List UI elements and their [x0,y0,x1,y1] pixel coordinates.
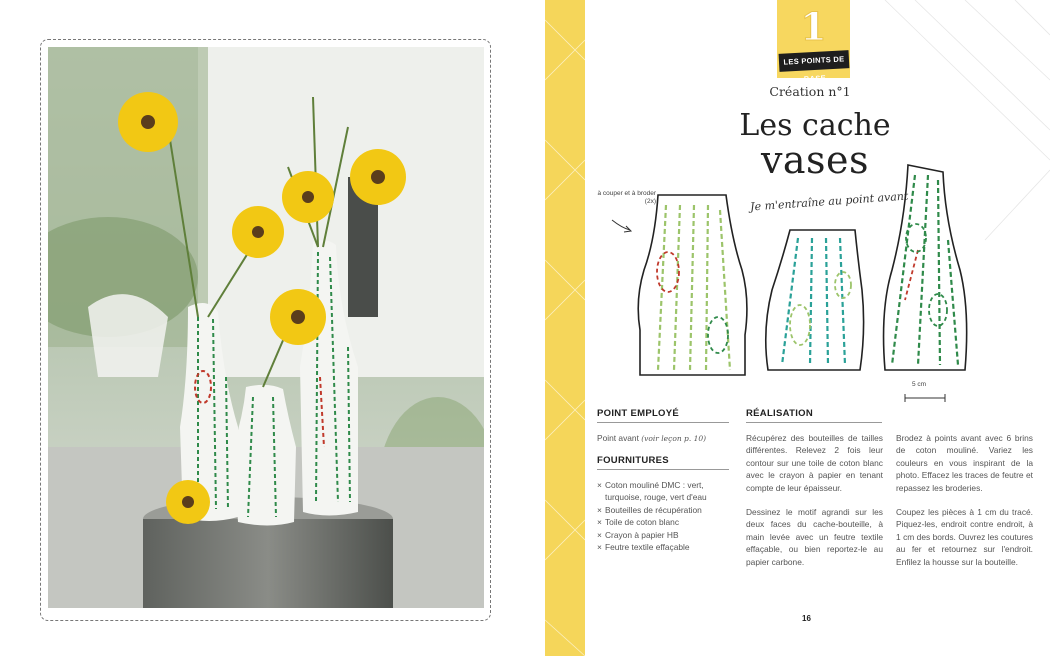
realisation-paragraph: Coupez les pièces à 1 cm du tracé. Piquez-les, endroit contre endroit, à 1 cm des bords. Ouvrez les coutures au fer et retournez sur l'endroit. Enfilez la housse sur la bouteille. [896,507,1033,567]
page-spine [545,0,585,656]
scale-label: 5 cm [912,381,927,388]
vases-photo [48,47,484,608]
list-item: × Coton mouliné DMC : vert, turquoise, rouge, vert d'eau [597,479,727,504]
realisation-heading: RÉALISATION [746,408,882,423]
subtitle: Je m'entraîne au point avant [749,189,909,214]
fournitures-list [597,479,727,553]
creation-number: Création n°1 [769,84,851,99]
chapter-number: 1 [800,4,827,49]
point-heading: POINT EMPLOYÉ [597,408,729,423]
list-item: × Crayon à papier HB [597,529,727,541]
list-item: × Toile de coton blanc [597,516,727,528]
fournitures-heading: FOURNITURES [597,455,729,470]
point-text [597,432,737,445]
point-name: Point avant [597,433,639,443]
cut-note: à couper et à broder (2x) [597,190,656,206]
realisation-paragraph: Brodez à points avant avec 6 brins de coton mouliné. Variez les couleurs en vous inspirant de la photo. Effacez les traces de feutre et repassez les broderies. [896,433,1033,493]
realisation-paragraph: Récupérez des bouteilles de tailles différentes. Relevez 2 fois leur contour sur une toile de coton blanc avec le crayon à papier en tenant compte de leur épaisseur. [746,433,883,493]
pattern-diagram [600,160,1020,410]
realisation-col1 [746,432,883,580]
page-title-line1: Les cache [739,108,891,143]
chapter-label: LES POINTS DE BASE [779,50,850,72]
list-item: × Feutre textile effaçable [597,541,727,553]
realisation-paragraph: Dessinez le motif agrandi sur les deux faces du cache-bouteille, à main levée avec un feutre textile effaçable, ou bien reportez-le au papier carbone. [746,507,883,567]
page-title-line2: vases [760,138,870,182]
point-ref[interactable]: (voir leçon p. 10) [641,434,707,443]
list-item: × Bouteilles de récupération [597,504,727,516]
realisation-col2 [896,432,1033,580]
page-number: 16 [802,614,811,623]
